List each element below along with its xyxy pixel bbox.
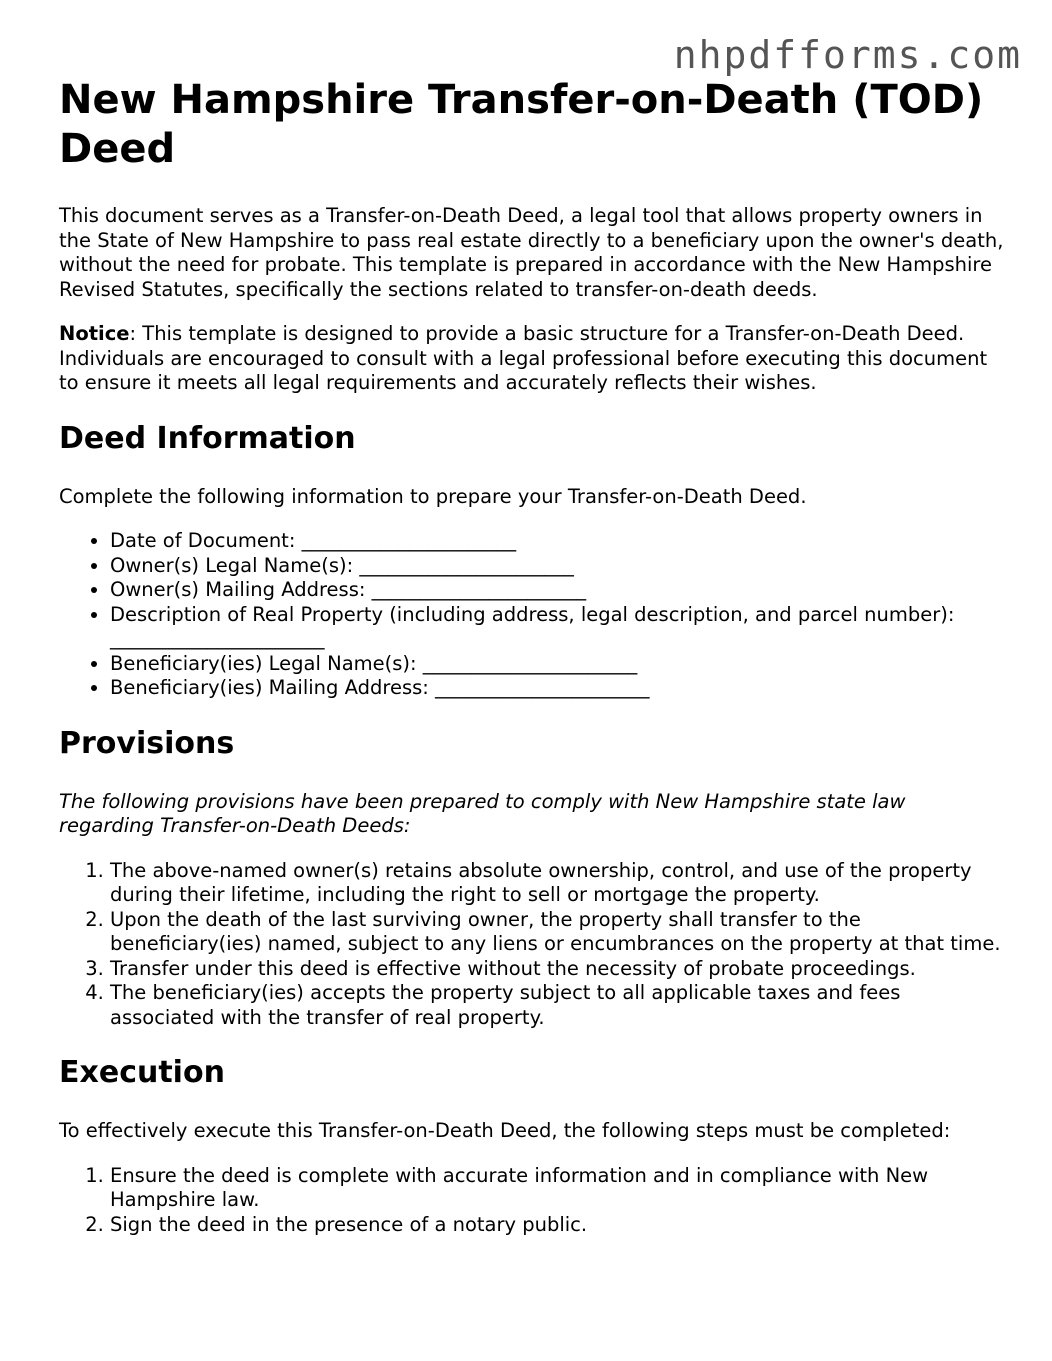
field-property-description: • Description of Real Property (including address, legal description, and parcel number): ______________________ — [110, 603, 1004, 652]
field-beneficiary-legal-names: • Beneficiary(ies) Legal Name(s): ______________________ — [110, 652, 1004, 677]
deed-information-intro: Complete the following information to prepare your Transfer-on-Death Deed. — [59, 484, 807, 508]
site-watermark: nhpdfforms.com — [673, 33, 1022, 77]
provision-item: 2. Upon the death of the last surviving owner, the property shall transfer to the beneficiary(ies) named, subject to any liens or encumbrances on the property at that time. — [110, 908, 1004, 957]
provisions-intro: The following provisions have been prepared to comply with New Hampshire state law regarding Transfer-on-Death Deeds: — [59, 789, 906, 837]
execution-intro: To effectively execute this Transfer-on-Death Deed, the following steps must be completed: — [59, 1119, 951, 1142]
notice-label: Notice — [59, 322, 130, 345]
notice-text: : This template is designed to provide a basic structure for a Transfer-on-Death Deed. Individuals are encouraged to consult with a legal professional before executing this document to ensure it meets all legal requirements and accurately reflects their wishes. — [59, 322, 988, 394]
execution-list — [59, 1164, 1004, 1238]
field-owner-legal-names: • Owner(s) Legal Name(s): ______________________ — [110, 554, 1004, 579]
notice-paragraph — [59, 322, 1004, 396]
provision-item: 3. Transfer under this deed is effective without the necessity of probate proceedings. — [110, 957, 1004, 982]
page-title: New Hampshire Transfer-on-Death (TOD) Deed — [59, 77, 984, 172]
provision-item: 4. The beneficiary(ies) accepts the property subject to all applicable taxes and fees associated with the transfer of real property. — [110, 981, 1004, 1030]
field-beneficiary-mailing-address: • Beneficiary(ies) Mailing Address: ______________________ — [110, 676, 1004, 701]
intro-paragraph: This document serves as a Transfer-on-Death Deed, a legal tool that allows property owners in the State of New Hampshire to pass real estate directly to a beneficiary upon the owner's death, without the need for probate. This template is prepared in accordance with the New Hampshire Revised Statutes, specifically the sections related to transfer-on-death deeds. — [59, 204, 1004, 301]
execution-step: 1. Ensure the deed is complete with accurate information and in compliance with New Hampshire law. — [110, 1164, 1004, 1213]
provisions-list — [59, 859, 1004, 1031]
deed-information-list — [59, 529, 1004, 701]
provisions-heading: Provisions — [59, 725, 235, 761]
execution-heading: Execution — [59, 1055, 225, 1090]
field-date-of-document: • Date of Document: ______________________ — [110, 529, 1004, 554]
provision-item: 1. The above-named owner(s) retains absolute ownership, control, and use of the property during their lifetime, including the right to sell or mortgage the property. — [110, 859, 1004, 908]
field-owner-mailing-address: • Owner(s) Mailing Address: ______________________ — [110, 578, 1004, 603]
document-body — [59, 72, 1004, 1257]
deed-information-heading: Deed Information — [59, 420, 356, 456]
execution-step: 2. Sign the deed in the presence of a notary public. — [110, 1213, 1004, 1238]
